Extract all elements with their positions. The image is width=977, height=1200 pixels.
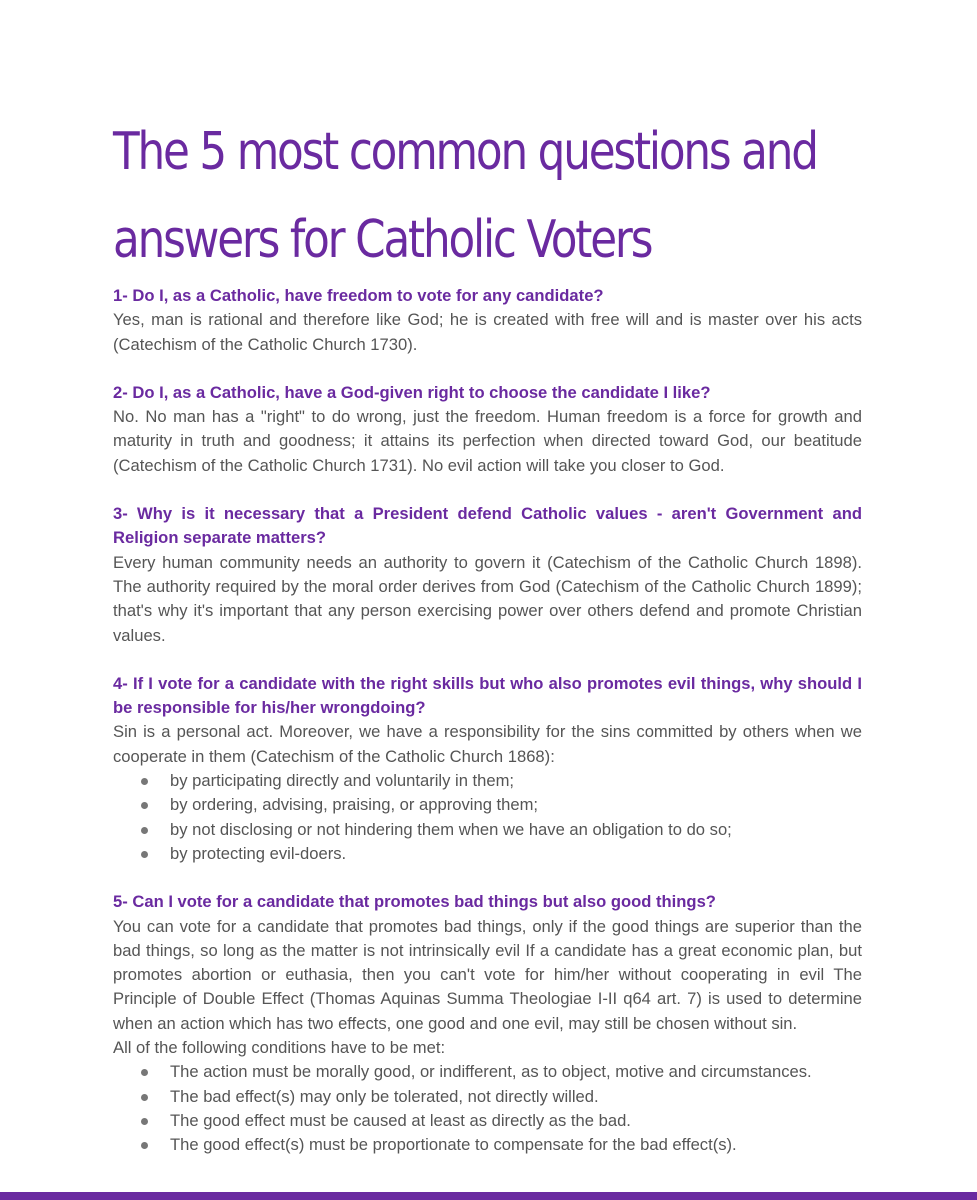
list-item: by not disclosing or not hindering them when we have an obligation to do so; — [113, 818, 862, 842]
list-item: by ordering, advising, praising, or approving them; — [113, 793, 862, 817]
bullet-dot-icon — [141, 1118, 148, 1125]
question-4: 4- If I vote for a candidate with the right skills but who also promotes evil things, why should I be responsible for his/her wrongdoing? — [113, 673, 862, 718]
answer-3: Every human community needs an authority to govern it (Catechism of the Catholic Church 1898). The authority required by the moral order derives from God (Catechism of the Catholic Church 1899); that's why it's important that any person exercising power over others defend and promote Christian values. — [113, 552, 862, 645]
bullet-dot-icon — [141, 1142, 148, 1149]
qa-item-3 — [113, 502, 862, 648]
bullet-dot-icon — [141, 778, 148, 785]
title-line-1: The 5 most common questions and — [113, 122, 817, 182]
page-title — [113, 108, 817, 284]
list-item: The good effect must be caused at least as directly as the bad. — [113, 1109, 862, 1133]
bullet-dot-icon — [141, 802, 148, 809]
list-item: by participating directly and voluntarily in them; — [113, 769, 862, 793]
question-1: 1- Do I, as a Catholic, have freedom to vote for any candidate? — [113, 286, 604, 305]
list-item: The action must be morally good, or indifferent, as to object, motive and circumstances. — [113, 1060, 862, 1084]
question-2: 2- Do I, as a Catholic, have a God-given right to choose the candidate I like? — [113, 382, 711, 402]
qa-item-4 — [113, 672, 862, 866]
title-line-2: answers for Catholic Voters — [113, 210, 652, 270]
question-3: 3- Why is it necessary that a President defend Catholic values - aren't Government and Religion separate matters? — [113, 504, 862, 548]
qa-item-2 — [113, 381, 862, 478]
bullet-dot-icon — [141, 827, 148, 834]
question-5: 5- Can I vote for a candidate that promotes bad things but also good things? — [113, 892, 716, 912]
list-item: by protecting evil-doers. — [113, 842, 862, 866]
qa-item-5 — [113, 890, 862, 1157]
answer-2: No. No man has a "right" to do wrong, just the freedom. Human freedom is a force for growth and maturity in truth and goodness; it attains its perfection when directed toward God, our beatitude (Catechism of the Catholic Church 1731). No evil action will take you closer to God. — [113, 407, 862, 475]
document-page — [113, 108, 862, 1158]
qa-item-1 — [113, 284, 862, 357]
conditions-list — [113, 1060, 862, 1157]
answer-5: You can vote for a candidate that promotes bad things, only if the good things are superior than the bad things, so long as the matter is not intrinsically evil If a candidate has a great economic plan, but promotes abortion or euthasia, then you can't vote for him/her without cooperating in evil The Principle of Double Effect (Thomas Aquinas Summa Theologiae I-II q64 art. 7) is used to determine when an action which has two effects, one good and one evil, may still be chosen without sin. — [113, 916, 862, 1033]
answer-4: Sin is a personal act. Moreover, we have a responsibility for the sins committed by others when we cooperate in them (Catechism of the Catholic Church 1868): — [113, 722, 862, 766]
answer-1: Yes, man is rational and therefore like God; he is created with free will and is master over his acts (Catechism of the Catholic Church 1730). — [113, 310, 862, 354]
footer-accent-bar — [0, 1192, 977, 1200]
bullet-dot-icon — [141, 1069, 148, 1076]
answer-5-conditions-intro: All of the following conditions have to be met: — [113, 1038, 446, 1058]
bullet-dot-icon — [141, 851, 148, 858]
list-item: The good effect(s) must be proportionate to compensate for the bad effect(s). — [113, 1133, 862, 1157]
list-item: The bad effect(s) may only be tolerated, not directly willed. — [113, 1085, 862, 1109]
bullet-dot-icon — [141, 1094, 148, 1101]
cooperation-list — [113, 769, 862, 866]
